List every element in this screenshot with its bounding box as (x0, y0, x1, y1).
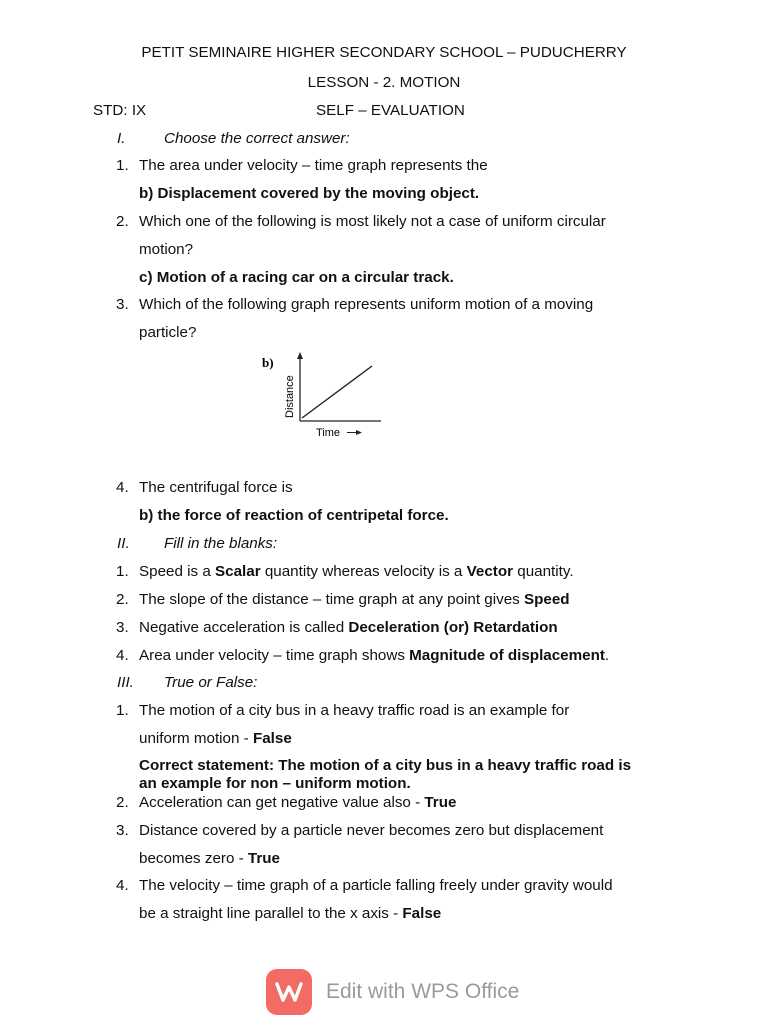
mcq-2-answer: c) Motion of a racing car on a circular track. (139, 269, 454, 286)
tf-1-text: uniform motion - (139, 730, 253, 747)
fill-1-answer-scalar: Scalar (215, 563, 261, 580)
fill-2-answer: Speed (523, 591, 570, 608)
mcq-3-question-line1: Which of the following graph represents uniform motion of a moving (139, 296, 594, 313)
section-2-title: Fill in the blanks: (164, 535, 278, 552)
fill-3-text: Negative acceleration is called (139, 619, 349, 636)
section-1-title: Choose the correct answer: (164, 130, 350, 147)
lesson-title: LESSON - 2. MOTION (307, 74, 461, 91)
fill-3-number: 3. (116, 619, 129, 636)
mcq-4-number: 4. (116, 479, 129, 496)
distance-time-graph (258, 348, 388, 443)
graph-option-label: b) (262, 355, 274, 370)
tf-1-answer: False (252, 730, 292, 747)
tf-4-statement-line1: The velocity – time graph of a particle falling freely under gravity would (139, 877, 613, 894)
wps-watermark[interactable] (266, 969, 519, 1015)
tf-2-text: Acceleration can get negative value also - (139, 794, 425, 811)
tf-4-answer: False (402, 905, 442, 922)
fill-2-number: 2. (116, 591, 129, 608)
fill-4-statement (139, 647, 609, 665)
wps-logo-icon (266, 969, 312, 1015)
mcq-1-answer: b) Displacement covered by the moving object. (139, 185, 480, 202)
tf-4-text: be a straight line parallel to the x axis - (139, 905, 403, 922)
tf-3-number: 3. (116, 822, 129, 839)
graph-y-arrow (297, 352, 303, 359)
tf-1-statement-line2 (139, 730, 292, 748)
section-3-number: III. (117, 674, 134, 691)
tf-1-statement-line1: The motion of a city bus in a heavy traffic road is an example for (139, 702, 570, 719)
fill-4-answer: Magnitude of displacement (409, 647, 605, 664)
fill-4-number: 4. (116, 647, 129, 664)
fill-2-statement (139, 591, 570, 609)
mcq-3-question-line2: particle? (139, 324, 197, 341)
tf-1-correction-line2: an example for non – uniform motion. (139, 775, 411, 792)
fill-1-answer-vector: Vector (466, 563, 514, 580)
fill-1-statement (139, 563, 574, 581)
fill-3-answer: Deceleration (or) Retardation (348, 619, 558, 636)
graph-distance-line (302, 366, 372, 418)
mcq-3-number: 3. (116, 296, 129, 313)
section-2-number: II. (117, 535, 130, 552)
fill-3-statement (139, 619, 558, 637)
fill-1-number: 1. (116, 563, 129, 580)
tf-4-statement-line2 (139, 905, 441, 923)
graph-y-label: Distance (284, 375, 296, 418)
mcq-4-answer: b) the force of reaction of centripetal force. (139, 507, 449, 524)
mcq-2-question-line2: motion? (139, 241, 194, 258)
school-title: PETIT SEMINAIRE HIGHER SECONDARY SCHOOL – PUDUCHERRY (141, 44, 627, 61)
tf-1-number: 1. (116, 702, 129, 719)
graph-x-arrow (356, 430, 362, 435)
mcq-2-question-line1: Which one of the following is most likely not a case of uniform circular (139, 213, 606, 230)
graph-x-label: Time (316, 427, 341, 439)
fill-1-text-a: Speed is a (139, 563, 215, 580)
section-3-title: True or False: (164, 674, 258, 691)
mcq-1-question: The area under velocity – time graph represents the (139, 157, 488, 174)
tf-4-number: 4. (116, 877, 129, 894)
fill-1-text-c: quantity whereas velocity is a (260, 563, 467, 580)
tf-2-answer: True (424, 794, 457, 811)
fill-1-text-e: quantity. (513, 563, 574, 580)
wps-watermark-text: Edit with WPS Office (326, 980, 520, 1003)
fill-2-text: The slope of the distance – time graph at any point gives (139, 591, 524, 608)
mcq-2-number: 2. (116, 213, 129, 230)
mcq-1-number: 1. (116, 157, 129, 174)
fill-4-period: . (604, 647, 610, 664)
tf-3-answer: True (247, 850, 280, 867)
std-label: STD: IX (93, 102, 147, 119)
section-1-number: I. (117, 130, 126, 147)
tf-3-statement-line1: Distance covered by a particle never becomes zero but displacement (139, 822, 604, 839)
tf-2-statement (139, 794, 456, 812)
tf-2-number: 2. (116, 794, 129, 811)
evaluation-title: SELF – EVALUATION (316, 102, 465, 119)
tf-3-statement-line2 (139, 850, 280, 868)
fill-4-text: Area under velocity – time graph shows (139, 647, 410, 664)
tf-1-correction-line1: Correct statement: The motion of a city bus in a heavy traffic road is (139, 757, 632, 774)
mcq-4-question: The centrifugal force is (139, 479, 293, 496)
tf-3-text: becomes zero - (139, 850, 248, 867)
